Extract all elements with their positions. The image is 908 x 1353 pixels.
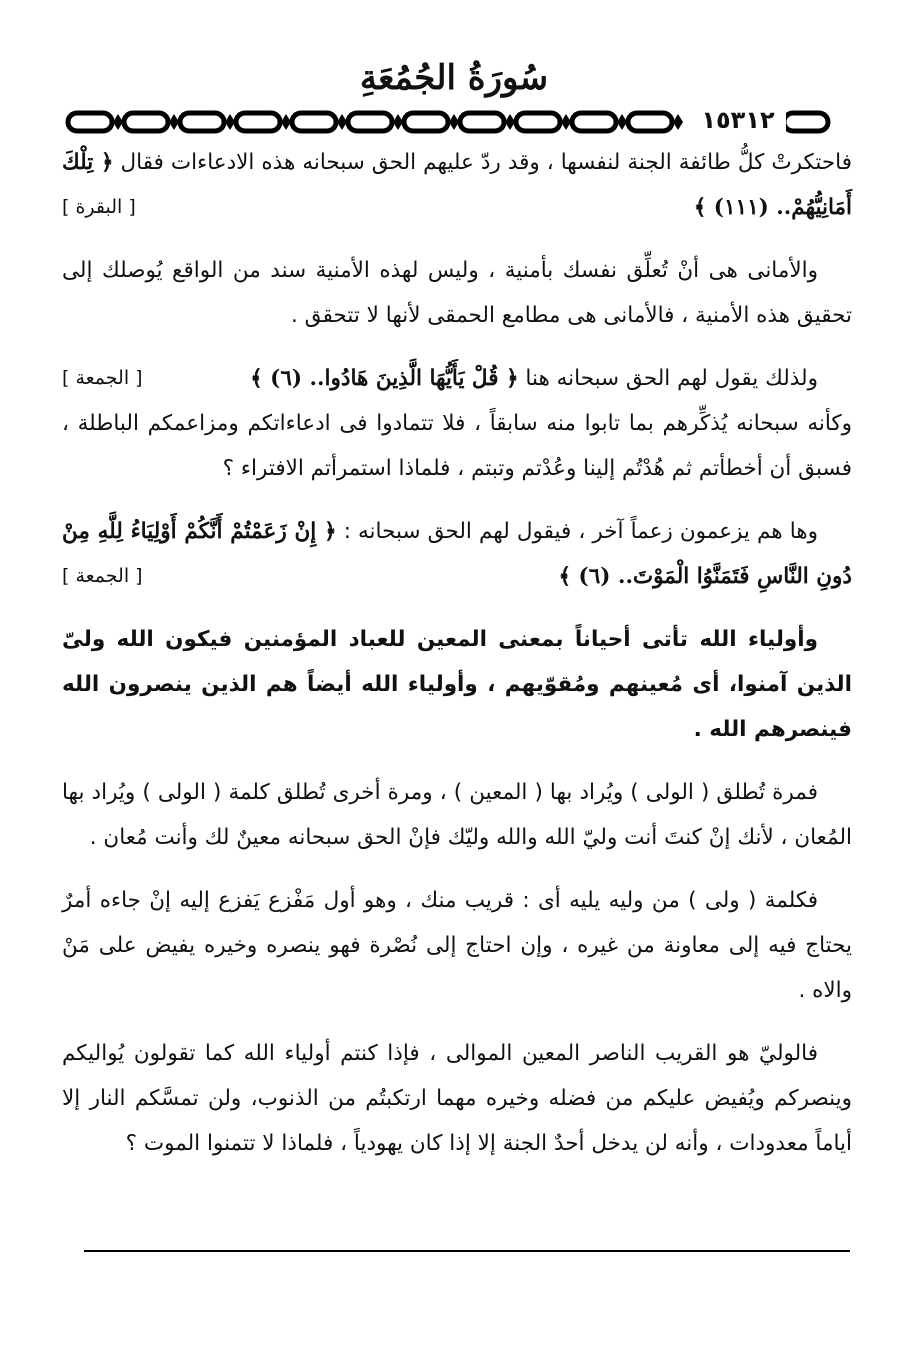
paragraph-4-text: وها هم يزعمون زعماً آخر ، فيقول لهم الحق سبحانه : [343, 519, 819, 544]
paragraph-3 [62, 356, 852, 491]
paragraph-7: فكلمة ( ولى ) من وليه يليه أى : قريب منك ، وهو أول مَفْزع يَفزع إليه إنْ جاءه أمرٌ يحتاج فيه إلى معاونة من غيره ، وإن احتاج إلى نُصْرة فهو ينصره وخيره يفيض على مَنْ والاه . [62, 888, 852, 1003]
page-number: ١٥٣١٢ [690, 104, 786, 136]
surah-reference: [ البقرة ] [62, 196, 136, 218]
paragraph-3-text: ولذلك يقول لهم الحق سبحانه هنا [525, 366, 818, 391]
paragraph-4 [62, 509, 852, 599]
paragraph-1-text: فاحتكرتْ كلُّ طائفة الجنة لنفسها ، وقد ردّ عليهم الحق سبحانه هذه الادعاءات فقال [120, 150, 852, 175]
surah-reference: [ الجمعة ] [62, 367, 143, 389]
paragraph-5: وأولياء الله تأتى أحياناً بمعنى المعين للعباد المؤمنين فيكون الله ولىّ الذين آمنوا، أى مُعينهم ومُقوّيهم ، وأولياء الله أيضاً هم الذين ينصرون الله فينصرهم الله . [62, 627, 852, 742]
paragraph-3-continuation: وكأنه سبحانه يُذكِّرهم بما تابوا منه سابقاً ، فلا تتمادوا فى ادعاءاتكم ومزاعمكم الباطلة ، فسبق أن أخطأتم ثم هُدْتُم إلينا وعُدْتم وتبتم ، فلماذا استمرأتم الافتراء ؟ [62, 411, 852, 481]
surah-reference: [ الجمعة ] [62, 565, 143, 587]
quran-verse: ﴿ قُلْ يَأَيُّهَا الَّذِينَ هَادُوا.. (٦) ﴾ [250, 366, 519, 391]
surah-title: سُورَةُ الجُمُعَةِ [359, 58, 549, 98]
paragraph-6: فمرة تُطلق ( الولى ) ويُراد بها ( المعين ) ، ومرة أخرى تُطلق كلمة ( الولى ) ويُراد بها المُعان ، لأنك إنْ كنتَ أنت وليّ الله والله وليّك فإنْ الحق سبحانه معينٌ لك وأنت مُعان . [62, 780, 852, 850]
quran-verse: ﴿ تِلْكَ أَمَانِيُّهُمْ.. (١١١) ﴾ [62, 150, 852, 220]
paragraph-8: فالوليّ هو القريب الناصر المعين الموالى ، فإذا كنتم أولياء الله كما تقولون يُواليكم وينصركم ويُفيض عليكم من فضله وخيره مهما ارتكبتُم من الذنوب، ولن تمسَّكم النار إلا أياماً معدودات ، وأنه لن يدخل أحدٌ الجنة إلا إذا كان يهودياً ، فلماذا لا تتمنوا الموت ؟ [62, 1041, 852, 1156]
page-body [62, 140, 852, 1184]
paragraph-2: والأمانى هى أنْ تُعلِّق نفسك بأمنية ، وليس لهذه الأمنية سند من الواقع يُوصلك إلى تحقيق هذه الأمنية ، فالأمانى هى مطامع الحمقى لأنها لا تتحقق . [62, 258, 852, 328]
footer-divider [84, 1250, 850, 1252]
paragraph-1 [62, 140, 852, 230]
quran-verse: ﴿ إِنْ زَعَمْتُمْ أَنَّكُمْ أَوْلِيَاءُ لِلَّهِ مِنْ دُونِ النَّاسِ فَتَمَنَّوُا الْمَوْتَ.. (٦) ﴾ [62, 519, 852, 589]
